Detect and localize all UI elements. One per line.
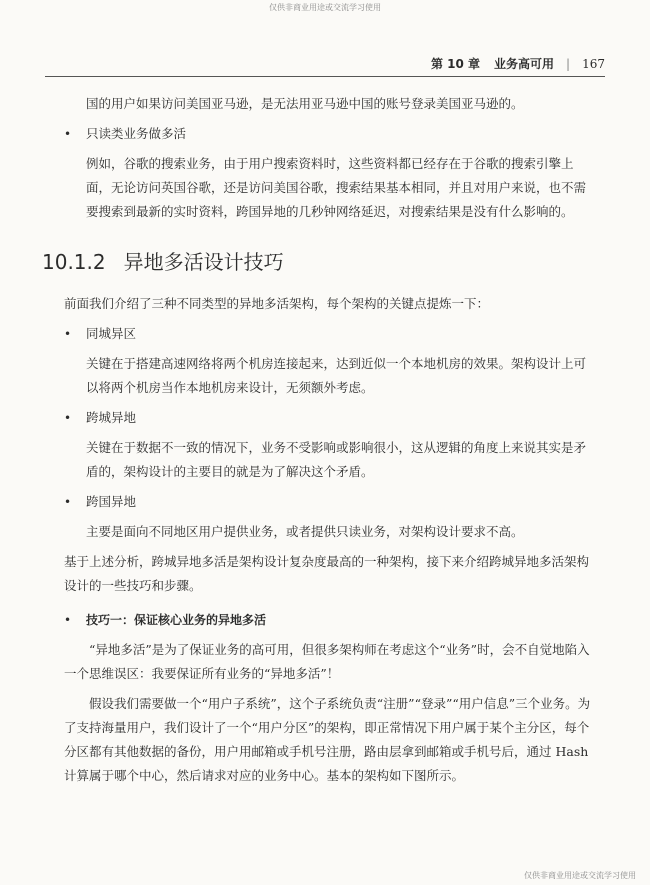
bullet-text: 例如，谷歌的搜索业务，由于用户搜索资料时，这些资料都已经存在于谷歌的搜索引擎上面，无论访问英国谷歌，还是访问美国谷歌，搜索结果基本相同，并且对用户来说，也不需要搜索到最新的实时资料，跨国异地的几秒钟网络延迟，对搜索结果是没有什么影响的。: [86, 156, 587, 219]
running-header: [45, 52, 605, 77]
tip-label: 技巧一：保证核心业务的异地多活: [86, 613, 267, 627]
page-body: [42, 92, 594, 788]
chapter-title: 业务高可用: [494, 57, 555, 71]
intro-paragraph: 前面我们介绍了三种不同类型的异地多活架构，每个架构的关键点提炼一下：: [64, 296, 490, 311]
analysis-paragraph: 基于上述分析，跨城异地多活是架构设计复杂度最高的一种架构，接下来介绍跨城异地多活架构设计的一些技巧和步骤。: [64, 554, 590, 593]
watermark-bottom: 仅供非商业用途或交流学习使用: [524, 871, 636, 880]
continuation-paragraph: 国的用户如果访问美国亚马逊，是无法用亚马逊中国的账号登录美国亚马逊的。: [86, 96, 524, 111]
bullet-tip1: [64, 608, 594, 632]
watermark-top: 仅供非商业用途或交流学习使用: [269, 3, 381, 12]
bullet-dot-icon: •: [64, 327, 72, 341]
header-separator: |: [566, 56, 571, 71]
bullet-label: 跨城异地: [86, 410, 137, 425]
tip-paragraph-2: 假设我们需要做一个“用户子系统”，这个子系统负责“注册”“登录”“用户信息”三个业务。为了支持海量用户，我们设计了一个“用户分区”的架构，即正常情况下用户属于某个主分区，每个分区都有其他数据的备份，用户用邮箱或手机号注册，路由层拿到邮箱或手机号后，通过 Hash 计算属于哪个中心，然后请求对应的业务中心。基本的架构如下图所示。: [64, 696, 591, 783]
bullet-text: 关键在于搭建高速网络将两个机房连接起来，达到近似一个本地机房的效果。架构设计上可以将两个机房当作本地机房来设计，无须额外考虑。: [86, 356, 587, 395]
bullet-text: 关键在于数据不一致的情况下，业务不受影响或影响很小，这从逻辑的角度上来说其实是矛盾的，架构设计的主要目的就是为了解决这个矛盾。: [86, 440, 587, 479]
bullet-text: 主要是面向不同地区用户提供业务，或者提供只读业务，对架构设计要求不高。: [86, 524, 524, 539]
bullet-dot-icon: •: [64, 495, 72, 509]
bullet-type-0: [64, 322, 594, 346]
bullet-type-1: [64, 406, 594, 430]
bullet-label: 跨国异地: [86, 494, 137, 509]
section-heading: [42, 248, 594, 276]
bullet-dot-icon: •: [64, 613, 72, 627]
bullet-type-2: [64, 490, 594, 514]
page-number: 167: [582, 56, 605, 71]
section-title: 异地多活设计技巧: [123, 250, 284, 274]
bullet-readonly: [64, 122, 594, 146]
bullet-label: 只读类业务做多活: [86, 126, 187, 141]
bullet-dot-icon: •: [64, 411, 72, 425]
bullet-label: 同城异区: [86, 326, 137, 341]
bullet-dot-icon: •: [64, 127, 72, 141]
tip-paragraph-1: “异地多活”是为了保证业务的高可用，但很多架构师在考虑这个“业务”时，会不自觉地陷入一个思维误区：我要保证所有业务的“异地多活”！: [64, 642, 590, 681]
section-number: 10.1.2: [42, 250, 106, 274]
chapter-label: 第 10 章: [430, 57, 481, 71]
